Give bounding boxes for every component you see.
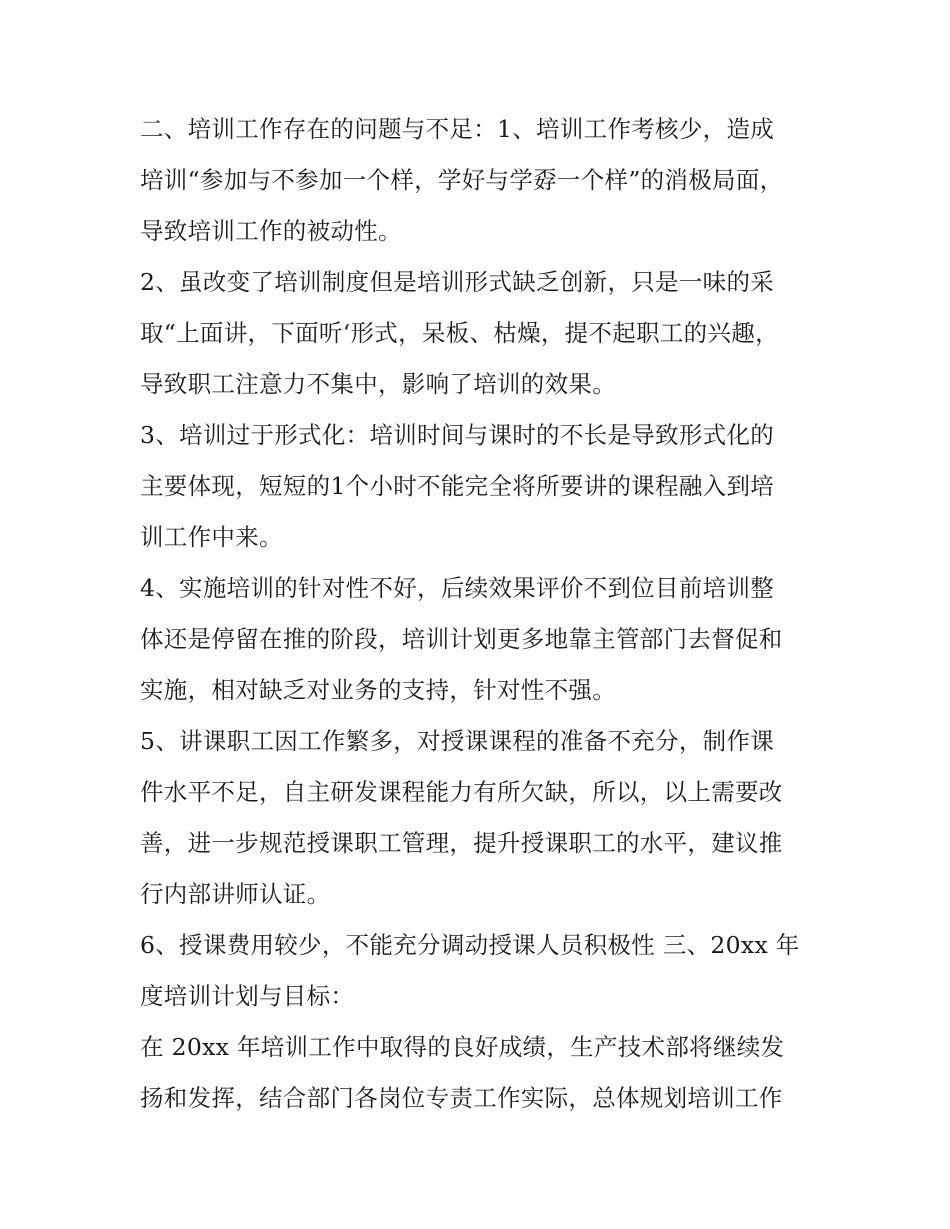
- text-line: 在 20xx 年培训工作中取得的良好成绩，生产技术部将继续发: [140, 1033, 785, 1061]
- paragraph-item-6: [140, 920, 820, 1022]
- text-line: 扬和发挥，结合部门各岗位专责工作实际，总体规划培训工作: [140, 1084, 783, 1112]
- text-line: 4、实施培训的针对性不好，后续效果评价不到位目前培训整: [140, 574, 775, 602]
- text-line: 取“上面讲，下面听‘形式，呆板、枯燥，提不起职工的兴趣，: [140, 319, 779, 347]
- text-line: 2、虽改变了培训制度但是培训形式缺乏创新，只是一味的采: [140, 268, 775, 296]
- paragraph-problems-intro: [140, 104, 820, 257]
- paragraph-item-2: [140, 257, 820, 410]
- text-line: 实施，相对缺乏对业务的支持，针对性不强。: [140, 676, 616, 704]
- document-page: [140, 104, 820, 1124]
- text-line: 件水平不足，自主研发课程能力有所欠缺，所以，以上需要改: [140, 778, 783, 806]
- text-line: 二、培训工作存在的问题与不足：1、培训工作考核少，造成: [140, 115, 775, 143]
- text-line: 培训“参加与不参加一个样，学好与学孬一个样”的消极局面，: [140, 166, 784, 194]
- paragraph-plan: [140, 1022, 820, 1124]
- text-line: 5、讲课职工因工作繁多，对授课课程的准备不充分，制作课: [140, 727, 775, 755]
- text-line: 善，进一步规范授课职工管理，提升授课职工的水平，建议推: [140, 829, 783, 857]
- text-line: 导致职工注意力不集中，影响了培训的效果。: [140, 370, 616, 398]
- text-line: 主要体现，短短的1个小时不能完全将所要讲的课程融入到培: [140, 472, 775, 500]
- text-line: 6、授课费用较少，不能充分调动授课人员积极性 三、20xx 年: [140, 931, 800, 959]
- paragraph-item-4: [140, 563, 820, 716]
- paragraph-item-5: [140, 716, 820, 920]
- text-line: 行内部讲师认证。: [140, 880, 331, 908]
- text-line: 导致培训工作的被动性。: [140, 217, 402, 245]
- text-line: 体还是停留在推的阶段，培训计划更多地靠主管部门去督促和: [140, 625, 783, 653]
- text-line: 度培训计划与目标：: [140, 982, 355, 1010]
- paragraph-item-3: [140, 410, 820, 563]
- text-line: 3、培训过于形式化：培训时间与课时的不长是导致形式化的: [140, 421, 775, 449]
- text-line: 训工作中来。: [140, 523, 283, 551]
